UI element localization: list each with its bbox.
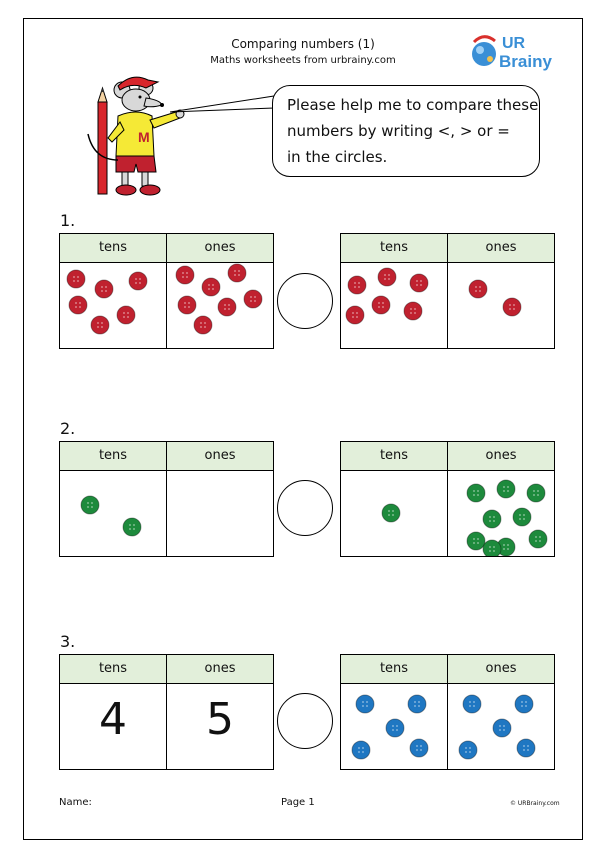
counter-button [382, 504, 400, 522]
tens-cell [341, 684, 448, 769]
worksheet-title: Comparing numbers (1) [231, 37, 375, 51]
copyright-text: © URBrainy.com [510, 800, 560, 807]
counter-button [67, 270, 85, 288]
answer-circle[interactable] [277, 693, 333, 749]
counter-button [527, 484, 545, 502]
grid-header [341, 234, 554, 263]
counter-button [123, 518, 141, 536]
counter-button [378, 268, 396, 286]
counter-button [69, 296, 87, 314]
counter-button [517, 739, 535, 757]
counter-button [91, 316, 109, 334]
bubble-line: numbers by writing <, > or = [287, 122, 510, 140]
tens-header: tens [60, 442, 167, 470]
ones-cell [167, 471, 273, 556]
counters-group [341, 471, 447, 556]
counter-button [410, 739, 428, 757]
counter-button [459, 741, 477, 759]
tens-cell [60, 684, 167, 769]
counter-button [218, 298, 236, 316]
counter-button [463, 695, 481, 713]
counter-button [194, 316, 212, 334]
tens-cell [341, 471, 448, 556]
place-value-grid-left [59, 233, 274, 349]
counter-button [483, 510, 501, 528]
counters-group [448, 471, 554, 556]
counter-button [178, 296, 196, 314]
logo-text-brainy: Brainy [499, 52, 552, 71]
counter-button [176, 266, 194, 284]
counters-group [448, 263, 554, 348]
counter-button [244, 290, 262, 308]
urbrainy-logo [468, 26, 568, 74]
counter-button [95, 280, 113, 298]
counter-button [469, 280, 487, 298]
speech-bubble-tail [170, 94, 280, 118]
counter-button [202, 278, 220, 296]
grid-header [341, 655, 554, 684]
place-value-grid-right [340, 233, 555, 349]
bubble-line: Please help me to compare these [287, 96, 539, 114]
name-label: Name: [59, 797, 92, 808]
bubble-line: in the circles. [287, 148, 388, 166]
counter-button [404, 302, 422, 320]
tens-cell [60, 263, 167, 348]
speech-bubble [272, 85, 540, 177]
grid-header [60, 655, 273, 684]
place-value-grid-right [340, 654, 555, 770]
ones-header: ones [485, 448, 517, 463]
ones-cell [167, 684, 273, 769]
counter-button [529, 530, 547, 548]
counter-button [515, 695, 533, 713]
counter-button [386, 719, 404, 737]
tens-header: tens [60, 655, 167, 683]
counter-button [356, 695, 374, 713]
counter-button [117, 306, 135, 324]
tens-header: tens [341, 655, 448, 683]
counter-button [497, 480, 515, 498]
counter-button [348, 276, 366, 294]
mouse-mascot-illustration [80, 68, 190, 200]
worksheet-subtitle: Maths worksheets from urbrainy.com [210, 55, 396, 66]
grid-header [60, 234, 273, 263]
ones-header: ones [485, 661, 517, 676]
counter-button [352, 741, 370, 759]
ones-cell [448, 471, 554, 556]
tens-digit: 4 [99, 694, 127, 745]
counter-button [408, 695, 426, 713]
question-number: 3. [60, 632, 76, 651]
place-value-grid-left [59, 654, 274, 770]
counter-button [467, 484, 485, 502]
counters-group [60, 263, 166, 348]
counters-group [167, 263, 273, 348]
grid-header [341, 442, 554, 471]
place-value-grid-left [59, 441, 274, 557]
shirt-letter: M [138, 129, 150, 145]
page-number: Page 1 [281, 797, 315, 808]
place-value-grid-right [340, 441, 555, 557]
ones-header: ones [204, 661, 236, 676]
counter-button [372, 296, 390, 314]
counter-button [483, 540, 501, 556]
logo-text-ur: UR [502, 35, 526, 52]
counters-group [60, 471, 166, 556]
ones-header: ones [204, 448, 236, 463]
ones-digit: 5 [206, 694, 234, 745]
tens-header: tens [341, 442, 448, 470]
question-number: 1. [60, 211, 76, 230]
ones-cell [448, 263, 554, 348]
ones-header: ones [204, 240, 236, 255]
counter-button [228, 264, 246, 282]
tens-header: tens [60, 234, 167, 262]
question-number: 2. [60, 419, 76, 438]
answer-circle[interactable] [277, 273, 333, 329]
counter-button [410, 274, 428, 292]
ones-cell [448, 684, 554, 769]
counter-button [493, 719, 511, 737]
counter-button [346, 306, 364, 324]
tens-cell [60, 471, 167, 556]
counters-group [341, 263, 447, 348]
grid-header [60, 442, 273, 471]
counters-group [448, 684, 554, 769]
tens-cell [341, 263, 448, 348]
answer-circle[interactable] [277, 480, 333, 536]
ones-header: ones [485, 240, 517, 255]
counters-group [341, 684, 447, 769]
tens-header: tens [341, 234, 448, 262]
counter-button [81, 496, 99, 514]
ones-cell [167, 263, 273, 348]
counter-button [129, 272, 147, 290]
counter-button [503, 298, 521, 316]
counter-button [467, 532, 485, 550]
counter-button [513, 508, 531, 526]
